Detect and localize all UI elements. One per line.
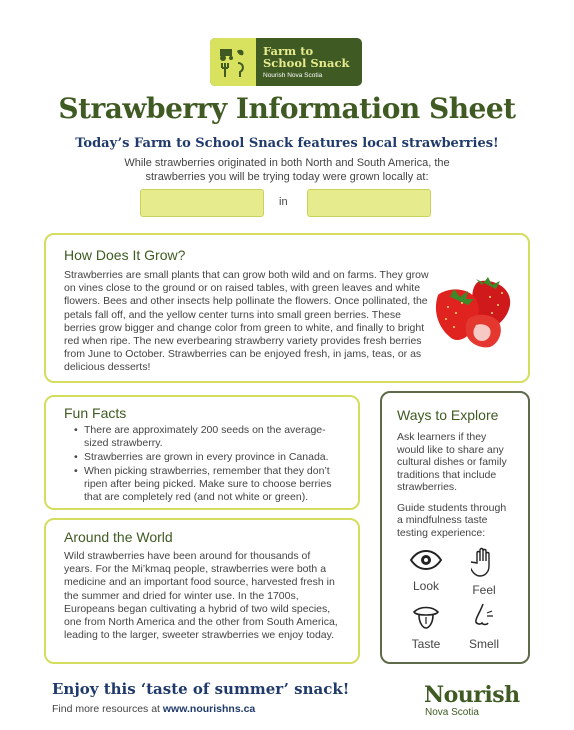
nourish-logo-subtitle: Nova Scotia — [425, 707, 479, 718]
sense-look — [397, 547, 455, 597]
fun-facts-heading: Fun Facts — [64, 405, 127, 421]
sense-label-smell: Smell — [468, 637, 499, 651]
senses-grid — [397, 547, 513, 651]
resources-link[interactable]: www.nourishns.ca — [162, 703, 256, 715]
fill-connector: in — [279, 196, 288, 208]
sense-label-look: Look — [412, 579, 440, 593]
fun-facts-list — [64, 424, 340, 504]
page-subtitle: Today’s Farm to School Snack features local strawberries! — [75, 136, 499, 151]
how-it-grows-text: Strawberries are small plants that can grow both wild and on farms. They grow on vines close to the ground or on raised tables, with green leaves and white flowers. Bees and other insects help pollinate the flowers. Once pollinated, the petals fall off, and the yellow center turns into small green berries. These berries grow bigger and change color from green to white, and finally to bright red when ripe. The new everbearing strawberry variety provides fresh berries from June to October. Strawberries can be enjoyed fresh, in jams, teas, or as delicious desserts! — [64, 269, 429, 374]
sense-label-feel: Feel — [472, 583, 496, 597]
around-the-world-card — [44, 518, 360, 664]
nose-icon — [471, 618, 497, 635]
around-the-world-heading: Around the World — [64, 529, 173, 545]
eye-icon — [409, 560, 443, 577]
ways-to-explore-heading: Ways to Explore — [397, 407, 499, 423]
list-item: • There are approximately 200 seeds on the average-sized strawberry. — [74, 424, 340, 450]
fun-facts-card — [44, 395, 360, 510]
mouth-icon — [411, 618, 441, 635]
sense-smell — [455, 601, 513, 651]
resources-line — [52, 703, 255, 715]
list-item: • Strawberries are grown in every province in Canada. — [74, 451, 340, 464]
ways-to-explore-card — [380, 391, 530, 664]
how-it-grows-heading: How Does It Grow? — [64, 247, 186, 263]
page-title: Strawberry Information Sheet — [58, 92, 516, 125]
hand-icon — [471, 564, 497, 581]
resources-prefix: Find more resources at — [52, 703, 163, 715]
strawberries-image — [432, 273, 516, 354]
around-the-world-text: Wild strawberries have been around for thousands of years. For the Mi’kmaq people, strawberries were both a medicine and an important food source, harvested fresh in the summer and dried for winter use. In the 1700s, Europeans began cultivating a hybrid of two wild species, one from North America and the other from South America, leading to the larger, sweeter strawberries we enjoy today. — [64, 550, 338, 642]
explore-paragraph-2: Guide students through a mindfulness taste testing experience: — [397, 501, 507, 539]
logo-subtitle: Nourish Nova Scotia — [263, 72, 323, 79]
logo-title-line2: School Snack — [263, 56, 350, 70]
how-it-grows-card — [44, 233, 530, 383]
nourish-logo: Nourish — [424, 682, 520, 708]
sense-taste — [397, 601, 455, 651]
sense-feel — [455, 547, 513, 597]
tractor-fork-icon — [210, 38, 256, 86]
farm-to-school-logo — [210, 38, 362, 86]
list-item: • When picking strawberries, remember that they don’t ripen after being picked. Make sure to choose berries that are completely red (and not white or green). — [74, 465, 340, 504]
explore-paragraph-1: Ask learners if they would like to share any cultural dishes or family traditions that include strawberries. — [397, 431, 507, 493]
farm-name-field[interactable] — [140, 189, 264, 217]
sense-label-taste: Taste — [411, 637, 441, 651]
logo-title-line1: Farm to — [263, 44, 314, 58]
location-field[interactable] — [307, 189, 431, 217]
footer-tagline: Enjoy this ‘taste of summer’ snack! — [52, 680, 350, 698]
intro-text: While strawberries originated in both North and South America, the strawberries you will be trying today were grown locally at: — [124, 157, 450, 183]
